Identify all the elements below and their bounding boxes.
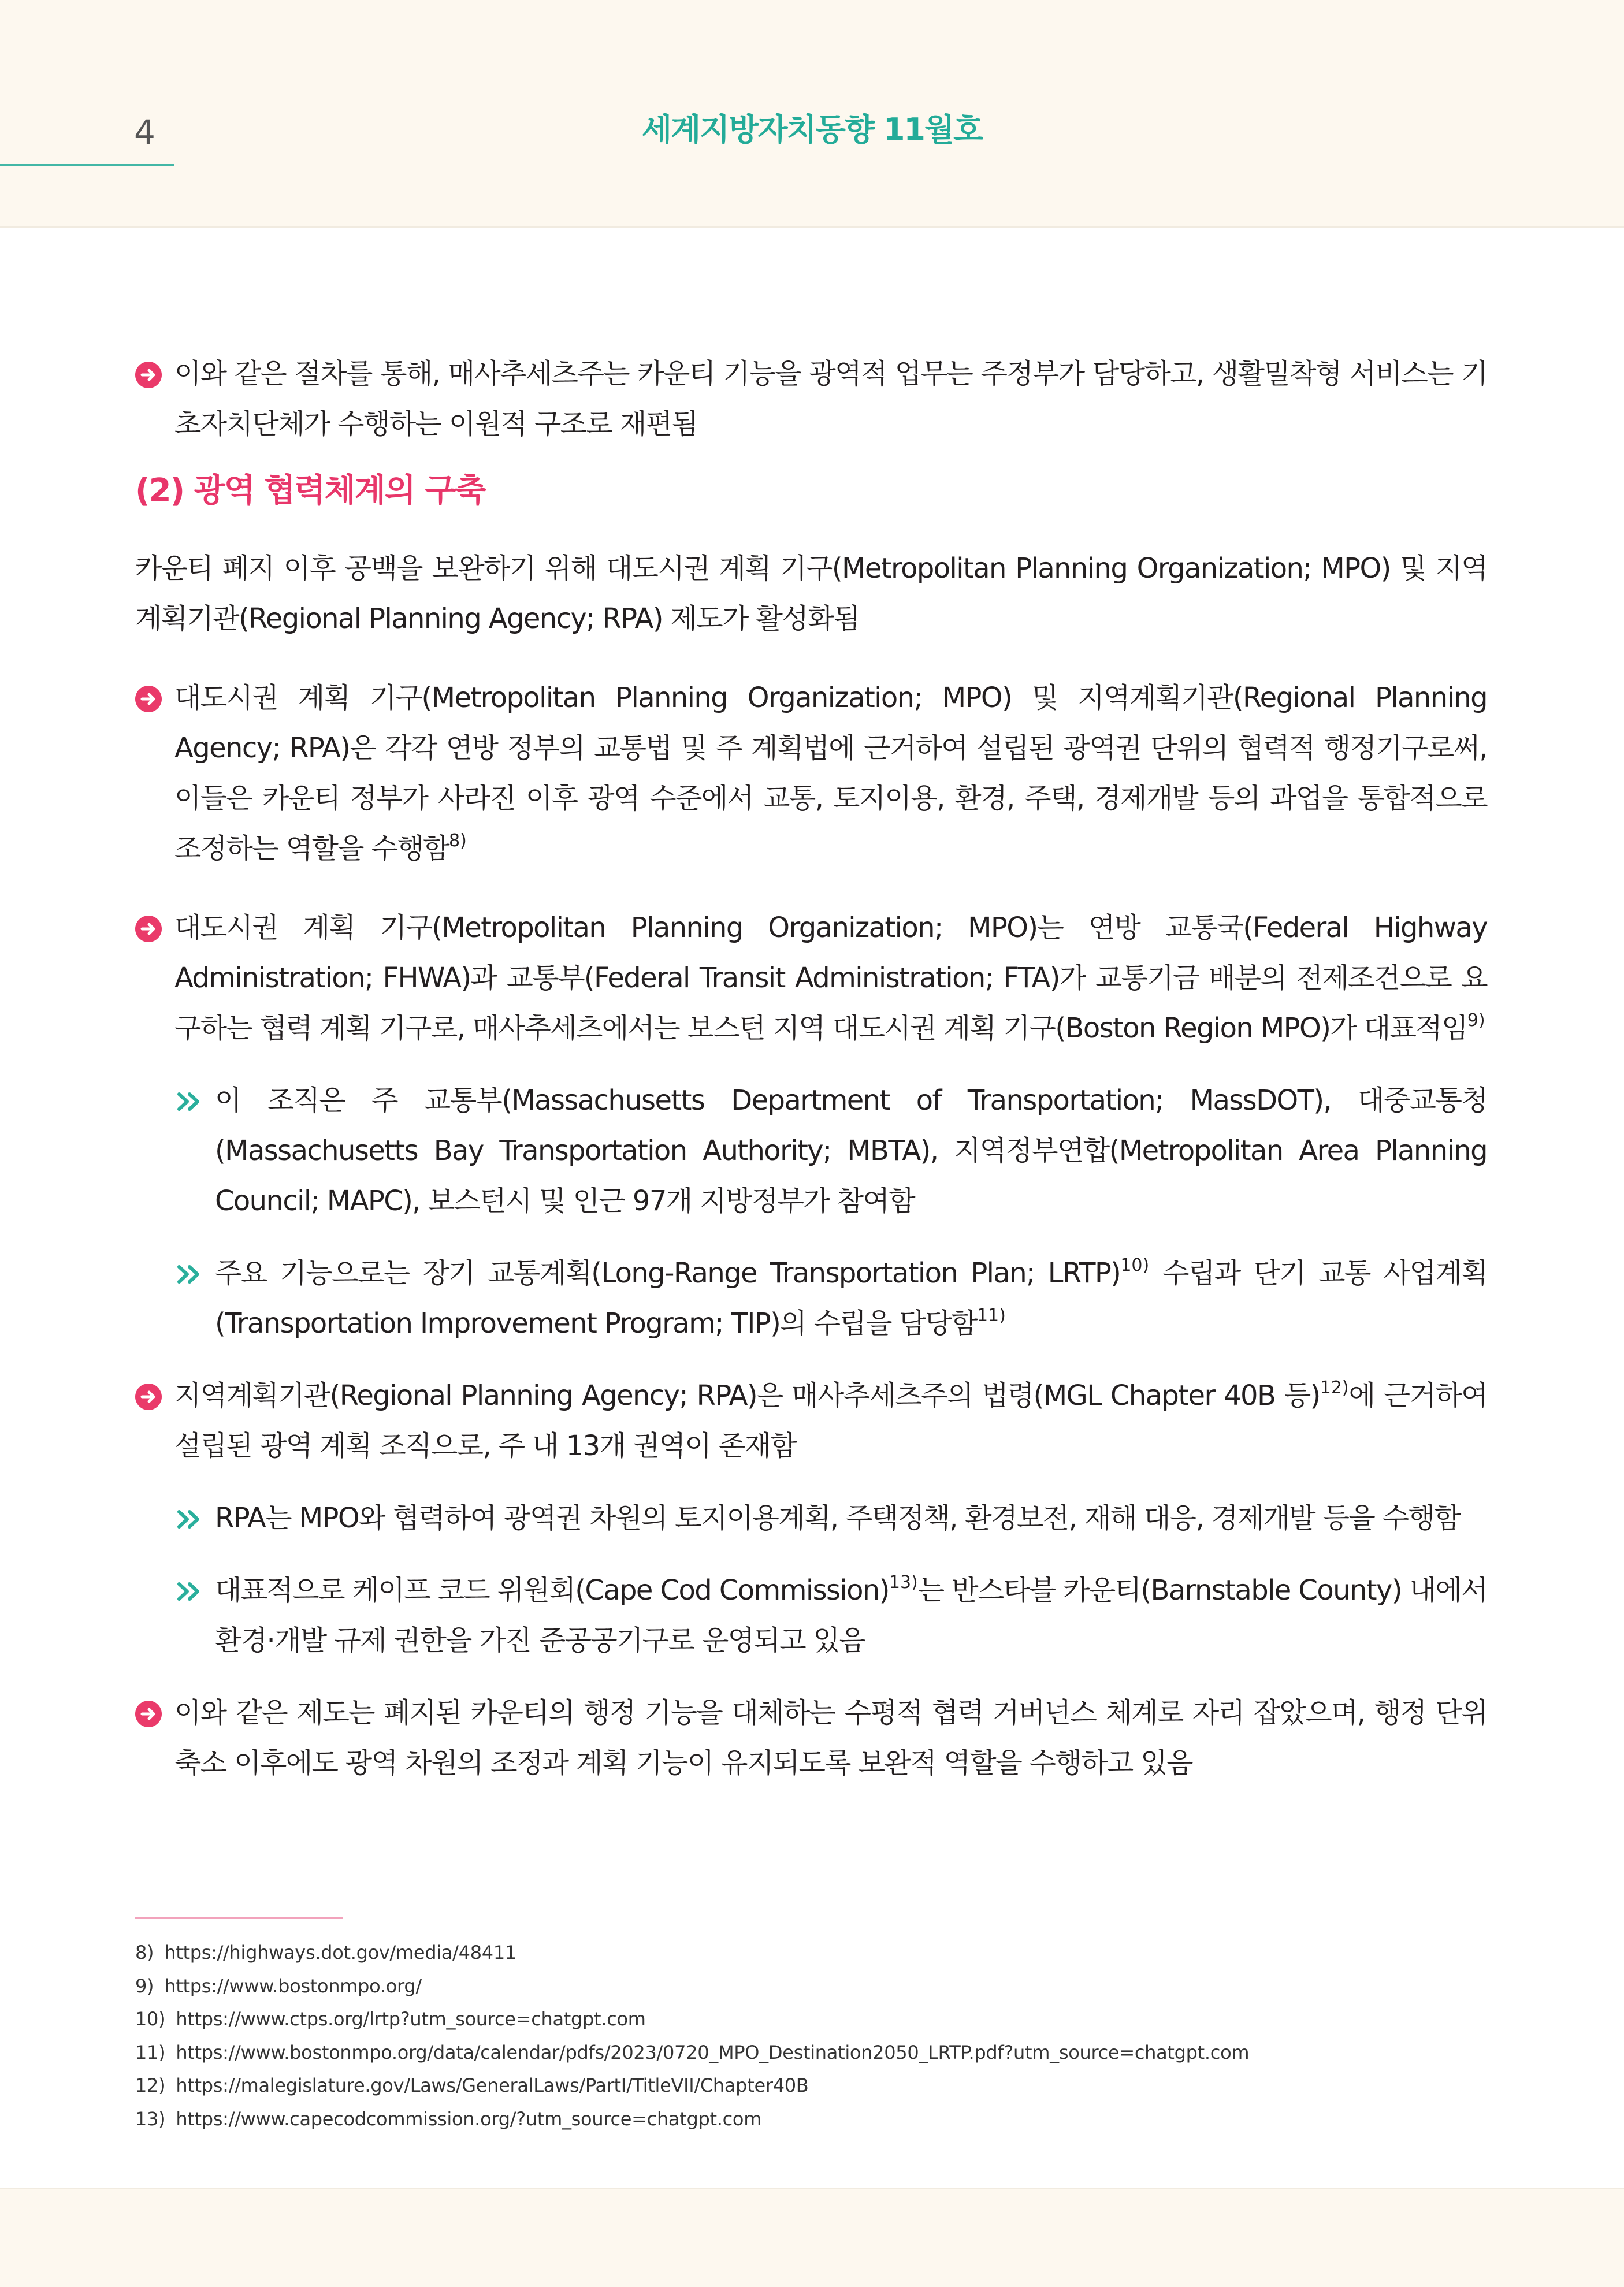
footnote-number: 10) [135,2008,166,2030]
footnote-ref: 8) [449,831,467,851]
footnote-url[interactable]: https://malegislature.gov/Laws/GeneralLaws/PartI/TitleVII/Chapter40B [176,2074,809,2096]
footnote-ref: 9) [1467,1010,1485,1031]
circle-arrow-icon [135,916,162,942]
footnote-url[interactable]: https://www.ctps.org/lrtp?utm_source=chatgpt.com [176,2008,646,2030]
footnote-url[interactable]: https://www.bostonmpo.org/ [164,1974,422,1997]
footnote-item [135,2036,1487,2070]
bullet-text [174,1371,1487,1471]
bullet-text [174,673,1487,874]
bullet-text: 이와 같은 제도는 폐지된 카운티의 행정 기능을 대체하는 수평적 협력 거버넌스 체계로 자리 잡았으며, 행정 단위 축소 이후에도 광역 차원의 조정과 계획 기능이 유지되도록 보완적 역할을 수행하고 있음 [174,1697,1487,1779]
double-chevron-icon [174,1263,209,1285]
bullet-item [135,903,1487,1054]
circle-arrow-icon [135,1384,162,1410]
footnote-url[interactable]: https://www.capecodcommission.org/?utm_source=chatgpt.com [176,2107,762,2130]
footnote-item [135,1970,1487,2003]
header-rule [0,164,174,166]
double-chevron-icon [174,1581,209,1602]
footnote-item [135,2069,1487,2103]
page-number: 4 [134,113,155,152]
circle-arrow-icon [135,362,162,388]
sub-bullet-text-a: 대표적으로 케이프 코드 위원회(Cape Cod Commission) [215,1574,889,1607]
sub-bullet-text-b: 수립과 단기 교통 사업계획(Transportation Improvement Program; TIP)의 수립을 담당함 [215,1257,1487,1340]
footnote-item [135,2003,1487,2036]
footnote-number: 9) [135,1974,154,1997]
bullet-text: 이와 같은 절차를 통해, 매사추세츠주는 카운티 기능을 광역적 업무는 주정부가 담당하고, 생활밀착형 서비스는 기초자치단체가 수행하는 이원적 구조로 재편됨 [174,358,1487,440]
bullet-text-b: 에 근거하여 설립된 광역 계획 조직으로, 주 내 13개 권역이 존재함 [174,1379,1487,1462]
sub-bullet-text: 이 조직은 주 교통부(Massachusetts Department of Transportation; MassDOT), 대중교통청(Massachusetts Bay Transportation Authority; MBTA), 지역정부연합(Metropolitan Area Planning Council; MAPC), 보스턴시 및 인근 97개 지방정부가 참여함 [215,1084,1487,1217]
section-heading: (2) 광역 협력체계의 구축 [135,472,485,510]
footnote-url[interactable]: https://highways.dot.gov/media/48411 [164,1942,516,1964]
sub-bullet-item [135,1076,1487,1226]
bullet-item [135,673,1487,874]
circle-arrow-icon [135,686,162,712]
footnote-item [135,2103,1487,2136]
bullet-text-body: 대도시권 계획 기구(Metropolitan Planning Organization; MPO)는 연방 교통국(Federal Highway Administration; FHWA)과 교통부(Federal Transit Administration; FTA)가 교통기금 배분의 전제조건으로 요구하는 협력 계획 기구로, 매사추세츠에서는 보스턴 지역 대도시권 계획 기구(Boston Region MPO)가 대표적임 [174,912,1487,1044]
footnote-ref: 11) [976,1306,1006,1326]
footnote-number: 11) [135,2041,166,2063]
footnote-number: 12) [135,2074,166,2096]
sub-bullet-text-b: 는 반스타블 카운티(Barnstable County) 내에서 환경·개발 규제 권한을 가진 준공공기구로 운영되고 있음 [215,1574,1487,1657]
bullet-text-a: 지역계획기관(Regional Planning Agency; RPA)은 매사추세츠주의 법령(MGL Chapter 40B 등) [174,1379,1320,1412]
sub-bullet-text-a: 주요 기능으로는 장기 교통계획(Long-Range Transportation Plan; LRTP) [215,1257,1121,1289]
footnote-url[interactable]: https://www.bostonmpo.org/data/calendar/pdfs/2023/0720_MPO_Destination2050_LRTP.pdf?utm_source=chatgpt.com [176,2041,1250,2063]
bullet-item [135,1688,1487,1788]
double-chevron-icon [174,1091,209,1113]
publication-title: 세계지방자치동향 11월호 [641,111,983,148]
sub-bullet-item [135,1565,1487,1666]
double-chevron-icon [174,1508,209,1530]
sub-bullet-item [135,1248,1487,1349]
bullet-text-body: 대도시권 계획 기구(Metropolitan Planning Organization; MPO) 및 지역계획기관(Regional Planning Agency; RPA)은 각각 연방 정부의 교통법 및 주 계획법에 근거하여 설립된 광역권 단위의 협력적 행정기구로써, 이들은 카운티 정부가 사라진 이후 광역 수준에서 교통, 토지이용, 환경, 주택, 경제개발 등의 과업을 통합적으로 조정하는 역할을 수행함 [174,682,1487,865]
sub-bullet-text [215,1565,1487,1666]
sub-bullet-item [135,1493,1487,1544]
intro-paragraph: 카운티 폐지 이후 공백을 보완하기 위해 대도시권 계획 기구(Metropolitan Planning Organization; MPO) 및 지역계획기관(Regional Planning Agency; RPA) 제도가 활성화됨 [135,552,1487,635]
footnote-divider [135,1917,343,1919]
bullet-item [135,1371,1487,1471]
page-header [0,0,1624,228]
footnote-number: 8) [135,1942,154,1964]
footnote-ref: 10) [1120,1255,1150,1275]
bullet-text [174,903,1487,1054]
sub-bullet-text [215,1248,1487,1349]
footnote-item [135,1936,1487,1970]
footnotes [135,1936,1487,2136]
bullet-item [135,349,1487,449]
sub-bullet-text: RPA는 MPO와 협력하여 광역권 차원의 토지이용계획, 주택정책, 환경보전, 재해 대응, 경제개발 등을 수행함 [215,1502,1461,1534]
circle-arrow-icon [135,1701,162,1727]
main-content [135,349,1487,1788]
footnote-number: 13) [135,2107,166,2130]
footnote-ref: 13) [889,1572,918,1593]
page-footer [0,2188,1624,2287]
footnote-ref: 12) [1320,1378,1349,1398]
